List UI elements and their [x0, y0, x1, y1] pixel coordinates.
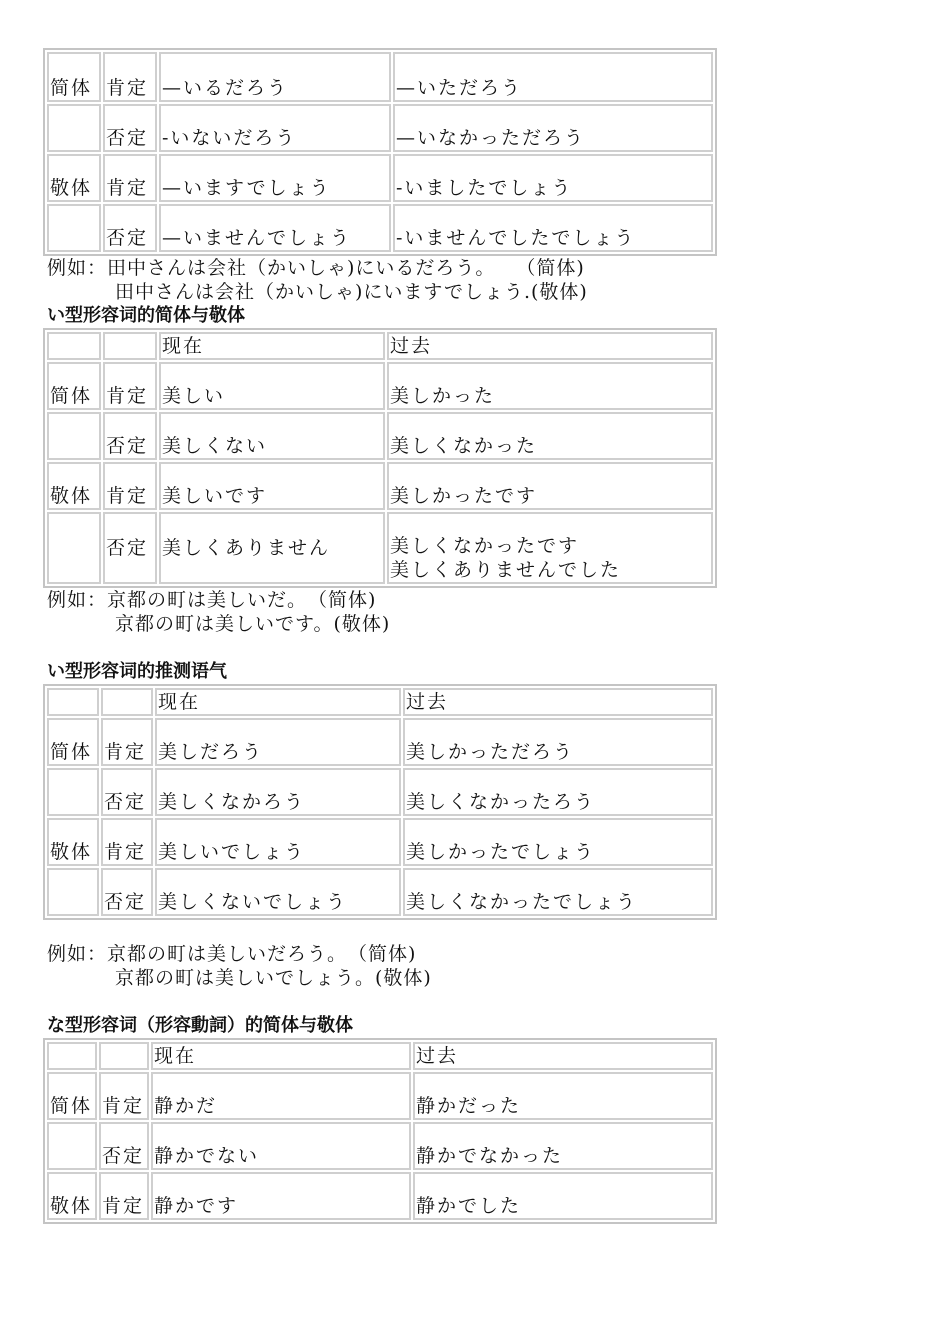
table-row	[47, 52, 713, 102]
present-cell: 静かだ	[151, 1072, 411, 1120]
table-row	[47, 362, 713, 410]
example-block	[47, 256, 723, 304]
example-sentence: 京都の町は美しいです。(敬体)	[115, 613, 391, 635]
header-cell	[47, 688, 99, 716]
polarity-cell: 肯定	[99, 1172, 149, 1220]
table-row	[47, 1122, 713, 1170]
header-present: 现在	[155, 688, 401, 716]
polarity-cell: 否定	[99, 1122, 149, 1170]
polarity-cell: 肯定	[99, 1072, 149, 1120]
past-cell: 美しかった	[387, 362, 713, 410]
table-row	[47, 104, 713, 152]
example-block	[47, 942, 723, 990]
table-row	[47, 512, 713, 584]
i-adjective-table	[43, 328, 717, 588]
example-sentence: 京都の町は美しいだ。 （简体)	[107, 589, 377, 611]
present-cell: 美しくなかろう	[155, 768, 401, 816]
header-past: 过去	[413, 1042, 713, 1070]
past-cell: -いましたでしょう	[393, 154, 713, 202]
polarity-cell: 肯定	[103, 52, 157, 102]
header-past: 过去	[403, 688, 713, 716]
header-past: 过去	[387, 332, 713, 360]
polarity-cell: 肯定	[101, 818, 153, 866]
form-cell: 敬体	[47, 462, 101, 510]
form-cell	[47, 512, 101, 584]
polarity-cell: 否定	[103, 412, 157, 460]
past-form-1: 美しくなかったです	[390, 535, 580, 557]
present-cell: —いるだろう	[159, 52, 391, 102]
past-cell: 美しくなかった	[387, 412, 713, 460]
present-cell: —いますでしょう	[159, 154, 391, 202]
polarity-cell: 否定	[103, 512, 157, 584]
form-cell	[47, 412, 101, 460]
present-cell: —いませんでしょう	[159, 204, 391, 252]
table-row	[47, 718, 713, 766]
past-cell: 美しかったです	[387, 462, 713, 510]
example-sentence: 田中さんは会社（かいしゃ)にいるだろう。 （简体)	[107, 257, 585, 279]
past-cell	[387, 512, 713, 584]
form-cell: 简体	[47, 1072, 97, 1120]
form-cell: 简体	[47, 362, 101, 410]
table-row	[47, 412, 713, 460]
past-cell: —いなかっただろう	[393, 104, 713, 152]
form-cell: 敬体	[47, 818, 99, 866]
polarity-cell: 肯定	[101, 718, 153, 766]
present-cell: 美しだろう	[155, 718, 401, 766]
present-cell: -いないだろう	[159, 104, 391, 152]
form-cell	[47, 868, 99, 916]
form-cell	[47, 1122, 97, 1170]
past-cell: —いただろう	[393, 52, 713, 102]
section-heading: な型形容词（形容動詞）的简体与敬体	[47, 1015, 353, 1036]
table-row	[47, 1072, 713, 1120]
example-sentence: 京都の町は美しいだろう。 （简体)	[107, 943, 417, 965]
form-cell: 敬体	[47, 154, 101, 202]
i-adjective-conjecture-table	[43, 684, 717, 920]
section-heading: い型形容词的简体与敬体	[47, 305, 245, 326]
header-cell	[101, 688, 153, 716]
table-header-row	[47, 332, 713, 360]
section-heading: い型形容词的推测语气	[47, 661, 227, 682]
past-cell: 静かでした	[413, 1172, 713, 1220]
table-header-row	[47, 688, 713, 716]
form-cell: 简体	[47, 718, 99, 766]
polarity-cell: 肯定	[103, 362, 157, 410]
example-label: 例如：	[47, 589, 108, 611]
polarity-cell: 肯定	[103, 462, 157, 510]
polarity-cell: 否定	[101, 868, 153, 916]
verb-conjecture-table	[43, 48, 717, 256]
header-cell	[103, 332, 157, 360]
past-cell: 美しかっただろう	[403, 718, 713, 766]
header-cell	[47, 332, 101, 360]
present-cell: 美しいです	[159, 462, 385, 510]
table-row	[47, 868, 713, 916]
header-cell	[99, 1042, 149, 1070]
header-present: 现在	[159, 332, 385, 360]
present-cell: 美しくありません	[159, 512, 385, 584]
example-sentence: 田中さんは会社（かいしゃ)にいますでしょう.(敬体)	[115, 281, 588, 303]
present-cell: 美しくない	[159, 412, 385, 460]
table-header-row	[47, 1042, 713, 1070]
present-cell: 美しいでしょう	[155, 818, 401, 866]
past-cell: 美しくなかったでしょう	[403, 868, 713, 916]
past-cell: 美しかったでしょう	[403, 818, 713, 866]
polarity-cell: 肯定	[103, 154, 157, 202]
table-row	[47, 204, 713, 252]
present-cell: 静かです	[151, 1172, 411, 1220]
polarity-cell: 否定	[101, 768, 153, 816]
past-cell: 静かだった	[413, 1072, 713, 1120]
table-row	[47, 462, 713, 510]
present-cell: 美しくないでしょう	[155, 868, 401, 916]
polarity-cell: 否定	[103, 204, 157, 252]
present-cell: 美しい	[159, 362, 385, 410]
document-body	[43, 48, 723, 1224]
form-cell	[47, 768, 99, 816]
table-row	[47, 154, 713, 202]
example-block	[47, 588, 723, 636]
form-cell: 敬体	[47, 1172, 97, 1220]
example-label: 例如：	[47, 943, 108, 965]
form-cell	[47, 204, 101, 252]
form-cell: 简体	[47, 52, 101, 102]
polarity-cell: 否定	[103, 104, 157, 152]
past-cell: 美しくなかったろう	[403, 768, 713, 816]
present-cell: 静かでない	[151, 1122, 411, 1170]
example-label: 例如：	[47, 257, 108, 279]
table-row	[47, 818, 713, 866]
example-sentence: 京都の町は美しいでしょう。(敬体)	[115, 967, 432, 989]
na-adjective-table	[43, 1038, 717, 1224]
header-present: 现在	[151, 1042, 411, 1070]
past-cell: -いませんでしたでしょう	[393, 204, 713, 252]
table-row	[47, 768, 713, 816]
past-form-2: 美しくありませんでした	[390, 559, 622, 581]
table-row	[47, 1172, 713, 1220]
header-cell	[47, 1042, 97, 1070]
form-cell	[47, 104, 101, 152]
past-cell: 静かでなかった	[413, 1122, 713, 1170]
